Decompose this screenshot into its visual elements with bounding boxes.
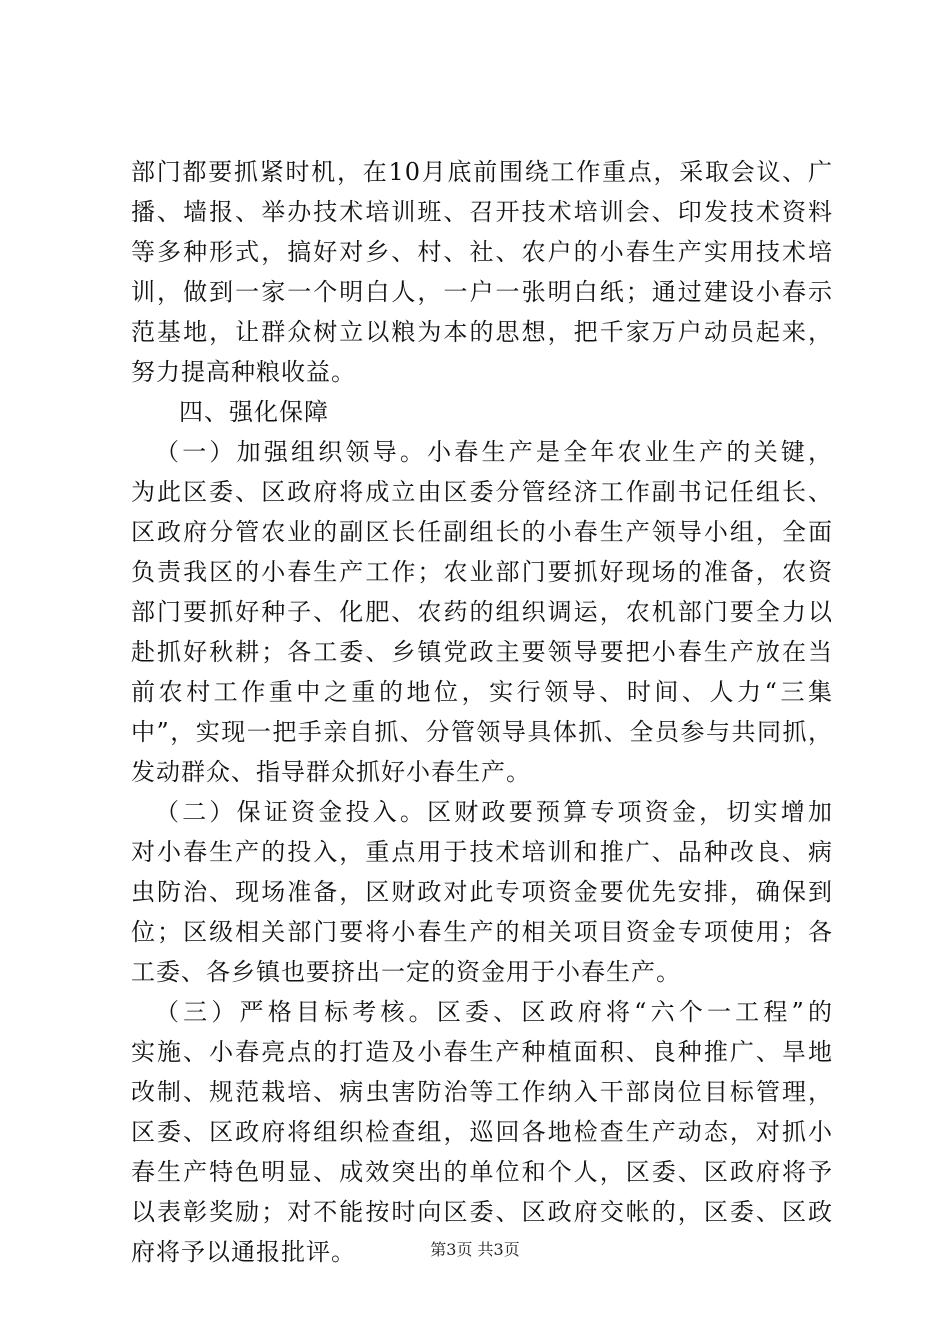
text-line: 中”，实现一把手亲自抓、分管领导具体抓、全员参与共同抓， (131, 718, 833, 746)
text-line: 等多种形式，搞好对乡、村、社、农户的小春生产实用技术培 (131, 238, 833, 266)
text-line: 训，做到一家一个明白人，一户一张明白纸；通过建设小春示 (131, 278, 833, 306)
text-line: 区委、区政府将组织检查组，巡回各地检查生产动态，对抓小 (131, 1118, 833, 1146)
text-line: 部门要抓好种子、化肥、农药的组织调运，农机部门要全力以 (131, 598, 833, 626)
page-footer: 第3页 共3页 (430, 1240, 520, 1259)
text-line: 赴抓好秋耕；各工委、乡镇党政主要领导要把小春生产放在当 (131, 638, 833, 666)
text-line: 负责我区的小春生产工作；农业部门要抓好现场的准备，农资 (131, 558, 833, 586)
text-line: 为此区委、区政府将成立由区委分管经济工作副书记任组长、 (131, 478, 833, 506)
text-line: 范基地，让群众树立以粮为本的思想，把千家万户动员起来， (131, 318, 833, 346)
text-line: 以表彰奖励；对不能按时向区委、区政府交帐的，区委、区政 (131, 1198, 833, 1226)
text-line: （一）加强组织领导。小春生产是全年农业生产的关键， (155, 438, 833, 466)
section-heading: 四、强化保障 (179, 398, 329, 426)
text-line: 改制、规范栽培、病虫害防治等工作纳入干部岗位目标管理， (131, 1078, 833, 1106)
text-line: 对小春生产的投入，重点用于技术培训和推广、品种改良、病 (131, 838, 833, 866)
text-line: 工委、各乡镇也要挤出一定的资金用于小春生产。 (131, 958, 681, 986)
text-line: 努力提高种粮收益。 (131, 358, 356, 386)
text-line: 部门都要抓紧时机，在10月底前围绕工作重点，采取会议、广 (131, 158, 833, 186)
text-line: 虫防治、现场准备，区财政对此专项资金要优先安排，确保到 (131, 878, 833, 906)
text-line: （二）保证资金投入。区财政要预算专项资金，切实增加 (155, 798, 833, 826)
text-line: 播、墙报、举办技术培训班、召开技术培训会、印发技术资料 (131, 198, 833, 226)
text-line: （三）严格目标考核。区委、区政府将“六个一工程”的 (155, 998, 833, 1026)
text-line: 府将予以通报批评。 (131, 1238, 356, 1266)
document-body (131, 152, 833, 1272)
text-line: 发动群众、指导群众抓好小春生产。 (131, 758, 531, 786)
text-line: 区政府分管农业的副区长任副组长的小春生产领导小组，全面 (131, 518, 833, 546)
text-line: 春生产特色明显、成效突出的单位和个人，区委、区政府将予 (131, 1158, 833, 1186)
text-line: 实施、小春亮点的打造及小春生产种植面积、良种推广、旱地 (131, 1038, 833, 1066)
text-line: 位；区级相关部门要将小春生产的相关项目资金专项使用；各 (131, 918, 833, 946)
text-line: 前农村工作重中之重的地位，实行领导、时间、人力“三集 (131, 678, 833, 706)
